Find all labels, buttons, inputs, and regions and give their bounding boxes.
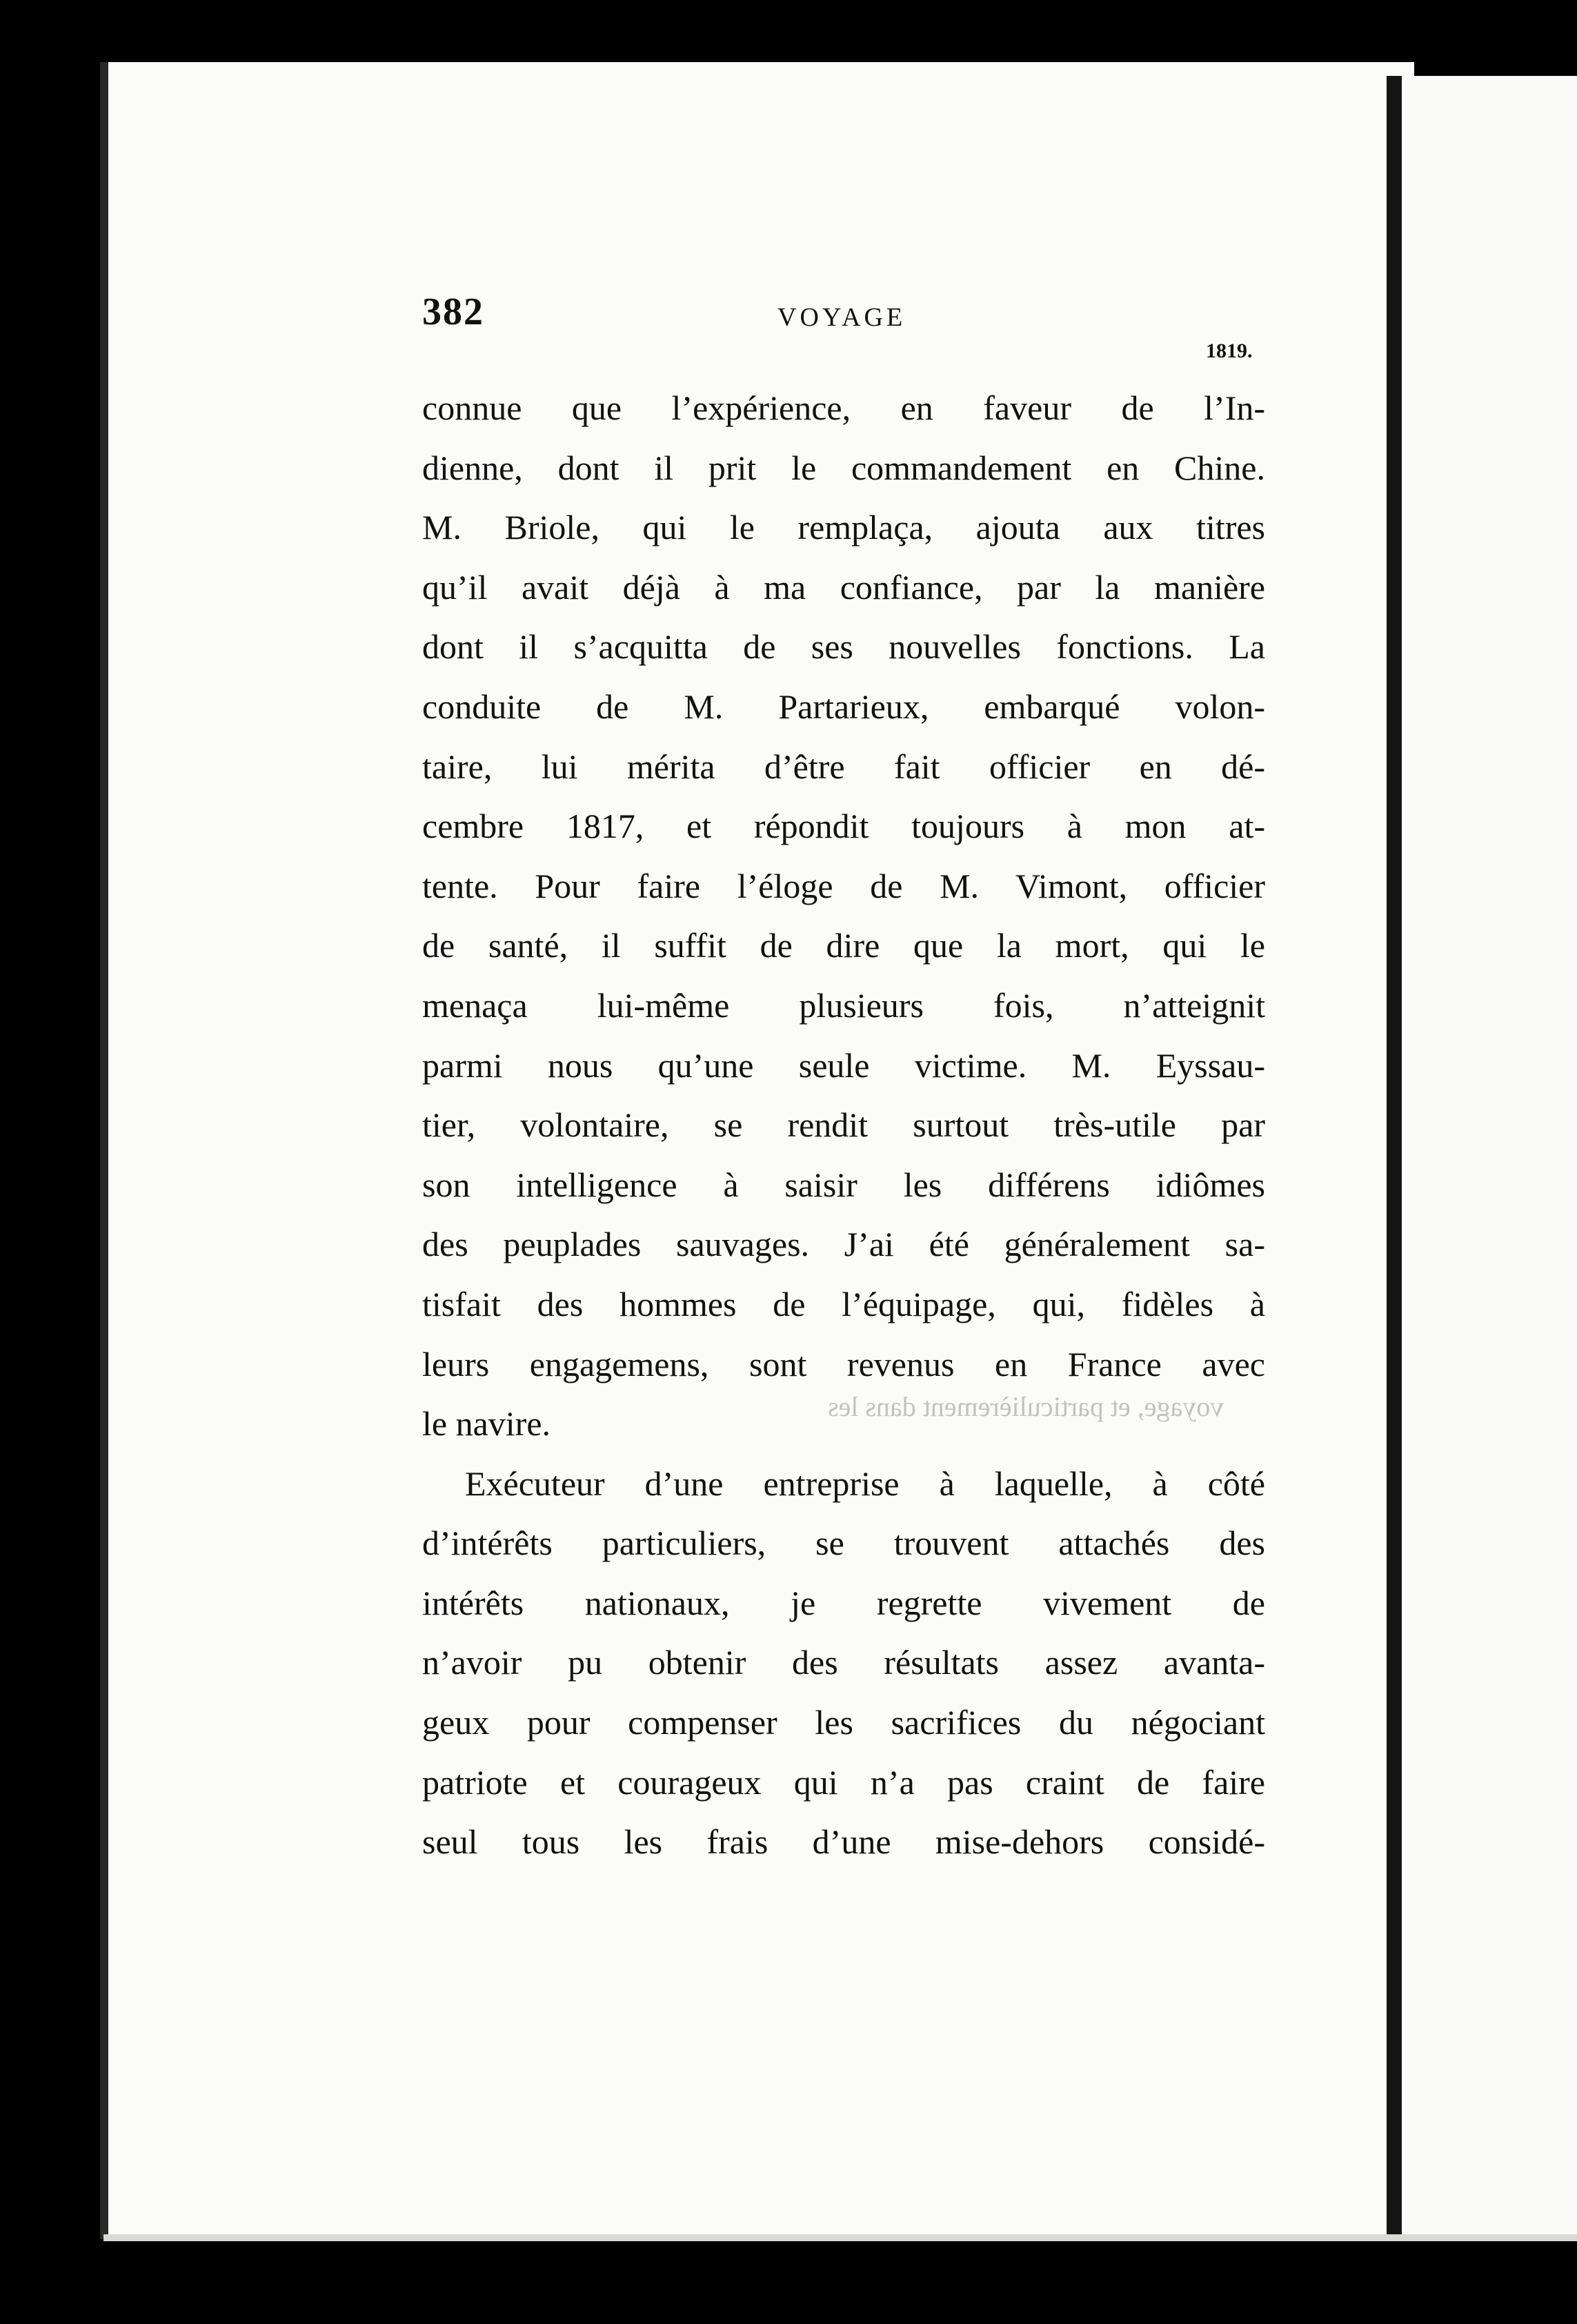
paragraph-2 xyxy=(422,1454,1265,1872)
text-line: son intelligence à saisir les différens idiômes xyxy=(422,1165,1265,1204)
text-line: Exécuteur d’une entreprise à laquelle, à côté xyxy=(465,1464,1265,1503)
text-line: tente. Pour faire l’éloge de M. Vimont, officier xyxy=(422,866,1265,905)
text-line: des peuplades sauvages. J’ai été généralement sa- xyxy=(422,1225,1265,1264)
running-header xyxy=(422,290,1264,345)
text-line: n’avoir pu obtenir des résultats assez avanta- xyxy=(422,1643,1265,1682)
body-text xyxy=(422,378,1265,1872)
text-line: de santé, il suffit de dire que la mort, qui le xyxy=(422,926,1265,965)
text-line: patriote et courageux qui n’a pas craint de faire xyxy=(422,1762,1265,1802)
text-line: M. Briole, qui le remplaça, ajouta aux titres xyxy=(422,508,1265,547)
text-line: conduite de M. Partarieux, embarqué volon- xyxy=(422,687,1265,726)
text-line: parmi nous qu’une seule victime. M. Eyssau- xyxy=(422,1045,1265,1085)
text-line: leurs engagemens, sont revenus en France avec xyxy=(422,1344,1265,1383)
paragraph-1 xyxy=(422,378,1265,1454)
text-line: qu’il avait déjà à ma confiance, par la manière xyxy=(422,567,1265,607)
text-line: le navire. xyxy=(422,1404,551,1444)
text-line: dienne, dont il prit le commandement en Chine. xyxy=(422,448,1265,487)
book-gutter xyxy=(1387,76,1402,2236)
text-line: tier, volontaire, se rendit surtout très-utile par xyxy=(422,1105,1265,1145)
text-line: d’intérêts particuliers, se trouvent attachés des xyxy=(422,1524,1265,1563)
text-line: taire, lui mérita d’être fait officier en dé- xyxy=(422,747,1265,786)
running-title: VOYAGE xyxy=(777,303,906,332)
text-line: tisfait des hommes de l’équipage, qui, fidèles à xyxy=(422,1284,1265,1323)
text-line: intérêts nationaux, je regrette vivement de xyxy=(422,1583,1265,1622)
right-page-edge xyxy=(1402,76,1577,2236)
text-line: connue que l’expérience, en faveur de l’In- xyxy=(422,388,1265,427)
text-line: geux pour compenser les sacrifices du négociant xyxy=(422,1703,1265,1742)
show-through-text: voyage, et particulièrement dans les xyxy=(828,1391,1224,1422)
page-bottom-edge xyxy=(103,2234,1577,2241)
margin-year-note: 1819. xyxy=(1206,339,1253,362)
text-line: menaça lui-même plusieurs fois, n’atteignit xyxy=(422,985,1265,1025)
text-line: cembre 1817, et répondit toujours à mon at- xyxy=(422,807,1265,846)
text-line: dont il s’acquitta de ses nouvelles fonctions. La xyxy=(422,627,1265,667)
text-line: seul tous les frais d’une mise-dehors considé- xyxy=(422,1822,1265,1862)
page-number: 382 xyxy=(422,290,484,333)
